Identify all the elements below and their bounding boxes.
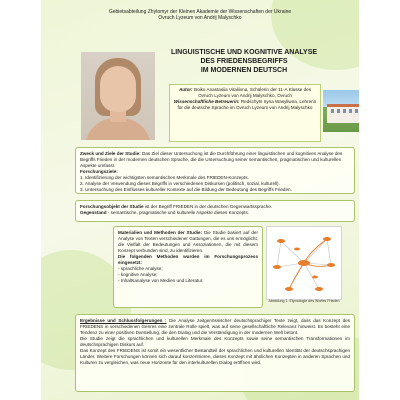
etymology-diagram-graphic xyxy=(267,227,341,299)
poster xyxy=(41,0,359,400)
author-photo xyxy=(81,52,155,140)
methods-box xyxy=(113,226,263,308)
tasks-heading: Forschungsziele: xyxy=(80,169,118,174)
org-line-2: Ovruch Lyzeum von Andrij Malyschko xyxy=(158,15,242,21)
task-item: 3. Untersuchung des Einflusses kultureller Kontexte auf die Bildung der Bedeutung des Begriffs Frieden. xyxy=(80,187,292,192)
methods-heading: Materialien und Methoden der Studie: xyxy=(118,230,203,235)
object-text: ist der Begriff FRIEDEN in der deutschen Gegenwartssprache. xyxy=(144,204,273,209)
author-label: Autor: xyxy=(178,87,193,92)
task-item: 2. Analyse der Verwendung dieses Begriffs in verschiedenen Diskursen (politisch, sozial, kulturell). xyxy=(80,181,280,186)
subject-text: - semantische, pragmatische und kulturelle Aspekte dieses Konzepts. xyxy=(107,210,250,215)
author-box xyxy=(169,84,321,142)
task-item: 1. Identifizierung der wichtigsten semantischen Merkmale des FRIEDEN-Konzepts. xyxy=(80,175,249,180)
method-item: - kognitive Analyse; xyxy=(118,272,158,277)
object-heading: Forschungsobjekt der Studie xyxy=(80,204,144,209)
methods-list-heading: Die folgenden Methoden wurden im Forschungsprozess eingesetzt: xyxy=(118,254,258,265)
results-box xyxy=(75,314,355,392)
results-paragraph-1: Die Analyse zeitgenössischer deutschsprachiger Texte zeigt, dass das Konzept des FRIEDENS in verschiedenen Genres eine zentrale Rolle spielt, was auf seine gesellschaftliche Relevanz hinweist. Es besteht eine Tendenz zu einer positiven Darstellung, die den Dialog und die Verständigung in der modernen Welt betont. xyxy=(80,318,350,335)
school-building-image xyxy=(323,90,359,132)
goal-text: Das Ziel dieser Untersuchung ist die Durchführung einer linguistischen und kognitiven Analyse des Begriffs Frieden in der modernen deutschen Sprache, die die Untersuchung seiner semantischen, pragmatischen und kulturellen Aspekte umfasst. xyxy=(80,151,343,168)
object-box xyxy=(75,200,355,222)
advisor-text: Redschyts Iryna Wasyliwna, Lehrerin für die deutsche Sprache im Ovruch Lyzeum von Andrij Malyschko xyxy=(177,99,317,110)
etymology-diagram xyxy=(266,226,342,300)
goals-box xyxy=(75,147,355,194)
title-line-2: DES FRIEDENSBEGRIFFS xyxy=(200,58,288,65)
results-paragraph-3: Das Konzept des FRIEDENS ist somit ein wesentlicher Bestandteil der sprachlichen und kulturellen Identität der deutschsprachigen Länder. Weitere Forschungen können sich darauf konzentrieren, dieses Konzept mit ähnlichen Konzepten in anderen Sprachen und Kulturen zu vergleichen, was neue Horizonte für den interkulturellen Dialog eröffnen wird. xyxy=(80,348,350,365)
results-paragraph-2: Die Studie zeigt die sprachlichen und kulturellen Merkmale des Konzepts sowie seine semantischen Transformationen im deutschsprachigen Diskurs auf. xyxy=(80,336,350,347)
methods-text: Die Studie basiert auf der Analyse von Texten verschiedener Gattungen, die es uns ermöglicht, die Vielfalt der Bedeutungen und Assoziationen, die mit diesem Konzept verbunden sind, zu identifizieren. xyxy=(118,230,258,253)
goal-heading: Zweck und Ziele der Studie: xyxy=(80,151,141,156)
poster-title xyxy=(169,48,319,75)
author-text: Boiko Anastasiia Vitaliivna, Schülerin der 11-A Klasse des Ovruch Lyzeum von Andrij Malyschko, Ovruch xyxy=(194,87,312,98)
title-line-3: IM MODERNEN DEUTSCH xyxy=(200,67,288,74)
figure-caption: Abbildung 1. Etymologie des Wortes Frieden xyxy=(268,299,340,303)
method-item: - Inhaltsanalyse von Medien und Literatur. xyxy=(118,278,204,283)
subject-heading: Gegenstand xyxy=(80,210,107,215)
title-line-1: LINGUISTISCHE UND KOGNITIVE ANALYSE xyxy=(170,49,318,56)
results-heading: Ergebnisse und Schlussfolgerungen : xyxy=(80,318,167,323)
method-item: - sprachliche Analyse; xyxy=(118,266,163,271)
org-line-1: Gebietsabteilung Zhytomyr der Kleinen Akademie der Wissenschaften der Ukraine xyxy=(108,9,292,15)
organization-header xyxy=(49,9,351,21)
advisor-label: Wissenschaftliche Betreuerin: xyxy=(173,99,240,104)
